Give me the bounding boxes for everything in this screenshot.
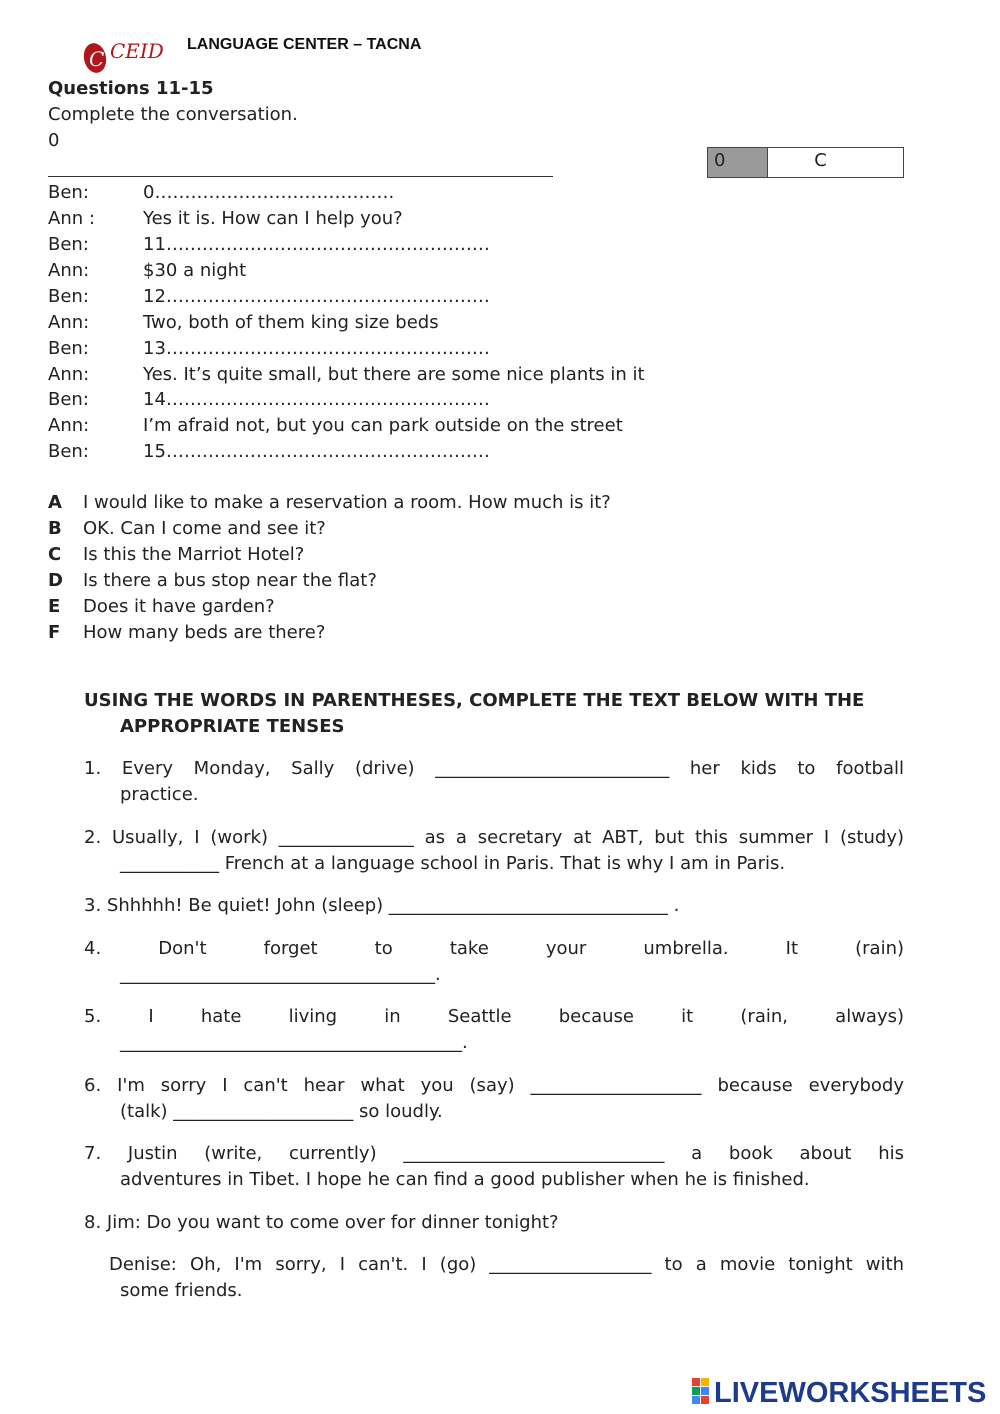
exercise-3: [84, 893, 904, 919]
dialogue-line: [48, 258, 246, 284]
dialogue-text[interactable]: 0………………………………….: [143, 182, 395, 203]
questions-title: Questions 11-15: [48, 78, 214, 99]
speaker: Ben:: [48, 182, 89, 203]
speaker: Ann :: [48, 208, 95, 229]
dialogue-line: [48, 413, 623, 439]
option-item: [48, 490, 611, 516]
exercise-8-line2[interactable]: Denise: Oh, I'm sorry, I can't. I (go) __________________ to a movie tonight with: [109, 1254, 904, 1275]
logo-letters: CEID: [110, 39, 164, 63]
option-text: Does it have garden?: [83, 596, 275, 617]
answer-blank-11[interactable]: 11………………………………………………: [143, 234, 490, 255]
exercise-1-line1[interactable]: 1. Every Monday, Sally (drive) __________________________ her kids to football: [84, 758, 904, 779]
option-item: [48, 542, 304, 568]
exercise-4-line2[interactable]: ___________________________________.: [120, 964, 441, 985]
exercise-8-line3: some friends.: [120, 1280, 243, 1301]
speaker: Ann:: [48, 415, 90, 436]
option-item: [48, 594, 275, 620]
section2-title-line1: USING THE WORDS IN PARENTHESES, COMPLETE THE TEXT BELOW WITH THE: [84, 690, 865, 711]
answer-blank-13[interactable]: 13………………………………………………: [143, 338, 490, 359]
liveworksheets-text: LIVEWORKSHEETS: [714, 1377, 987, 1408]
logo-letter: C: [89, 47, 105, 71]
answer-blank-14[interactable]: 14………………………………………………: [143, 389, 490, 410]
dialogue-line: [48, 232, 490, 258]
exercise-6-line1[interactable]: 6. I'm sorry I can't hear what you (say) ___________________ because everybody: [84, 1075, 904, 1096]
section2-title-line2: APPROPRIATE TENSES: [120, 716, 345, 737]
option-letter: E: [48, 596, 61, 617]
exercise-1-line2: practice.: [120, 784, 199, 805]
dialogue-line: [48, 336, 490, 362]
option-text: Is this the Marriot Hotel?: [83, 544, 305, 565]
speaker: Ann:: [48, 312, 90, 333]
option-item: [48, 620, 325, 646]
exercise-7: [84, 1141, 904, 1193]
option-letter: C: [48, 544, 62, 565]
exercise-7-line1[interactable]: 7. Justin (write, currently) _____________________________ a book about his: [84, 1143, 904, 1164]
example-answer-box: [707, 147, 904, 178]
exercise-6-line2[interactable]: (talk) ____________________ so loudly.: [120, 1101, 443, 1122]
speaker: Ann:: [48, 260, 90, 281]
example-zero: 0: [48, 130, 60, 151]
dialogue-line: [48, 284, 490, 310]
exercise-5-line1: 5. I hate living in Seattle because it (rain, always): [84, 1006, 904, 1027]
exercise-4-line1: 4. Don't forget to take your umbrella. It (rain): [84, 938, 904, 959]
liveworksheets-icon: [692, 1378, 709, 1404]
exercise-5: [84, 1004, 904, 1056]
option-item: [48, 516, 326, 542]
option-item: [48, 568, 377, 594]
header-title: LANGUAGE CENTER – TACNA: [187, 36, 422, 53]
exercise-2-line1[interactable]: 2. Usually, I (work) _______________ as a secretary at ABT, but this summer I (study): [84, 827, 904, 848]
exercise-8-reply: [84, 1252, 904, 1304]
dialogue-text: I’m afraid not, but you can park outside on the street: [143, 415, 623, 436]
dialogue-line: [48, 387, 490, 413]
option-text: How many beds are there?: [83, 622, 326, 643]
section2-title: [84, 688, 904, 740]
exercise-2: [84, 825, 904, 877]
exercise-4: [84, 936, 904, 988]
exercise-8-line1: 8. Jim: Do you want to come over for dinner tonight?: [84, 1212, 559, 1233]
option-letter: A: [48, 492, 62, 513]
speaker: Ben:: [48, 389, 89, 410]
speaker: Ben:: [48, 234, 89, 255]
dialogue-text: Yes. It’s quite small, but there are some nice plants in it: [143, 364, 645, 385]
option-letter: F: [48, 622, 61, 643]
option-letter: B: [48, 518, 62, 539]
exercise-1: [84, 756, 904, 808]
exercise-2-line2[interactable]: ___________ French at a language school in Paris. That is why I am in Paris.: [120, 853, 786, 874]
dialogue-text: $30 a night: [143, 260, 247, 281]
exercise-5-line2[interactable]: ______________________________________.: [120, 1032, 468, 1053]
exercise-6: [84, 1073, 904, 1125]
dialogue-line: [48, 310, 439, 336]
option-text: I would like to make a reservation a room. How much is it?: [83, 492, 611, 513]
dialogue-text: Yes it is. How can I help you?: [143, 208, 403, 229]
dialogue-line: [48, 439, 490, 465]
dialogue-line: [48, 206, 403, 232]
divider-line: [48, 176, 553, 177]
answer-blank-15[interactable]: 15………………………………………………: [143, 441, 490, 462]
speaker: Ben:: [48, 286, 89, 307]
ceid-logo: [80, 28, 180, 78]
exercise-8: [84, 1210, 904, 1236]
option-text: Is there a bus stop near the flat?: [83, 570, 377, 591]
dialogue-text: Two, both of them king size beds: [143, 312, 439, 333]
exercise-7-line2: adventures in Tibet. I hope he can find a good publisher when he is finished.: [120, 1169, 810, 1190]
dialogue-line: [48, 180, 394, 206]
dialogue-line: [48, 362, 645, 388]
speaker: Ben:: [48, 441, 89, 462]
option-text: OK. Can I come and see it?: [83, 518, 326, 539]
speaker: Ann:: [48, 364, 90, 385]
exercise-3-line1[interactable]: 3. Shhhhh! Be quiet! John (sleep) _______________________________ .: [84, 895, 680, 916]
speaker: Ben:: [48, 338, 89, 359]
questions-instruction: Complete the conversation.: [48, 104, 298, 125]
answer-blank-12[interactable]: 12………………………………………………: [143, 286, 490, 307]
liveworksheets-logo: [690, 1372, 990, 1408]
option-letter: D: [48, 570, 63, 591]
example-box-answer: C: [814, 150, 827, 171]
example-box-number: 0: [708, 148, 768, 177]
